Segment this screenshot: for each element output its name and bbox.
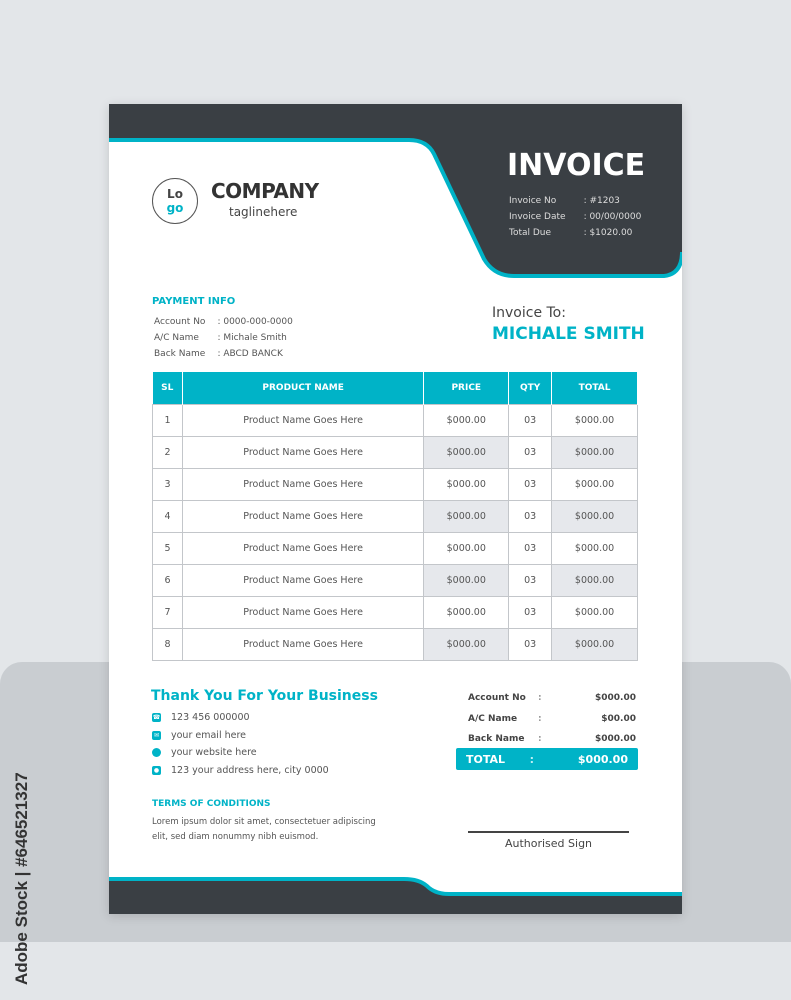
header-product: PRODUCT NAME — [182, 372, 423, 404]
row-price: $000.00 — [424, 564, 509, 596]
total-value: $000.00 — [577, 752, 628, 766]
table-row — [153, 532, 638, 564]
summary-value: $000.00 — [595, 734, 636, 745]
row-total: $000.00 — [552, 468, 638, 500]
table-row — [153, 436, 638, 468]
table-row — [153, 404, 638, 436]
phone-icon: ☎ — [152, 714, 161, 722]
summary — [466, 687, 638, 751]
contact-email — [152, 727, 329, 745]
row-price: $000.00 — [424, 500, 509, 532]
invoice-title: INVOICE — [507, 148, 646, 183]
row-sl: 3 — [153, 468, 183, 500]
row-product: Product Name Goes Here — [182, 532, 423, 564]
row-qty: 03 — [509, 564, 552, 596]
row-total: $000.00 — [552, 436, 638, 468]
row-total: $000.00 — [552, 500, 638, 532]
row-price: $000.00 — [424, 468, 509, 500]
meta-value: : $1020.00 — [583, 228, 633, 238]
payment-info — [152, 313, 305, 363]
row-total: $000.00 — [552, 532, 638, 564]
row-total: $000.00 — [552, 628, 638, 660]
header-total: TOTAL — [552, 372, 638, 404]
email-icon: ✉ — [153, 731, 160, 739]
summary-label: Account No — [468, 693, 526, 704]
meta-label: Total Due — [509, 228, 552, 238]
location-icon: ● — [153, 766, 160, 774]
row-price: $000.00 — [424, 532, 509, 564]
contact-list — [152, 709, 329, 779]
row-total: $000.00 — [552, 596, 638, 628]
row-price: $000.00 — [424, 404, 509, 436]
logo-line-1: Lo — [167, 187, 183, 201]
table-row — [153, 596, 638, 628]
header-price: PRICE — [424, 372, 509, 404]
row-total: $000.00 — [552, 404, 638, 436]
row-price: $000.00 — [424, 596, 509, 628]
items-table — [152, 372, 638, 661]
payment-label: A/C Name — [154, 333, 199, 343]
row-sl: 1 — [153, 404, 183, 436]
globe-icon — [152, 748, 161, 757]
row-product: Product Name Goes Here — [182, 436, 423, 468]
summary-label: Back Name — [468, 734, 525, 745]
row-qty: 03 — [509, 532, 552, 564]
signature-line — [468, 831, 629, 833]
row-total: $000.00 — [552, 564, 638, 596]
row-qty: 03 — [509, 468, 552, 500]
row-qty: 03 — [509, 500, 552, 532]
invoice-page — [109, 104, 682, 914]
contact-phone — [152, 709, 329, 727]
meta-label: Invoice No — [509, 196, 557, 206]
total-label: TOTAL — [466, 752, 506, 766]
logo-line-2: go — [166, 201, 184, 215]
summary-sep: : — [538, 713, 542, 724]
row-qty: 03 — [509, 436, 552, 468]
row-product: Product Name Goes Here — [182, 404, 423, 436]
meta-label: Invoice Date — [509, 212, 566, 222]
total-bar — [456, 748, 638, 770]
summary-value: $000.00 — [595, 693, 636, 704]
row-product: Product Name Goes Here — [182, 500, 423, 532]
company-name: COMPANY — [211, 179, 319, 203]
header-qty: QTY — [509, 372, 552, 404]
contact-text: 123 456 000000 — [171, 712, 250, 724]
row-product: Product Name Goes Here — [182, 468, 423, 500]
contact-text: your website here — [171, 747, 257, 759]
row-product: Product Name Goes Here — [182, 564, 423, 596]
row-sl: 7 — [153, 596, 183, 628]
table-row — [153, 564, 638, 596]
table-row — [153, 468, 638, 500]
meta-value: : 00/00/0000 — [583, 212, 642, 222]
contact-text: your email here — [171, 729, 247, 741]
row-sl: 6 — [153, 564, 183, 596]
terms-heading: TERMS OF CONDITIONS — [152, 799, 271, 809]
table-row — [153, 500, 638, 532]
row-qty: 03 — [509, 596, 552, 628]
contact-website — [152, 744, 329, 762]
payment-value: : Michale Smith — [217, 333, 287, 343]
total-sep: : — [529, 752, 535, 766]
meta-value: : #1203 — [583, 196, 620, 206]
payment-value: : ABCD BANCK — [217, 349, 283, 359]
row-sl: 8 — [153, 628, 183, 660]
invoice-to-label: Invoice To: — [492, 305, 566, 321]
stock-label: Adobe Stock | #646521327 — [12, 772, 31, 985]
summary-value: $00.00 — [601, 713, 636, 724]
payment-value: : 0000-000-0000 — [217, 317, 293, 327]
row-qty: 03 — [509, 628, 552, 660]
table-row — [153, 628, 638, 660]
payment-label: Account No — [154, 317, 206, 327]
contact-text: 123 your address here, city 0000 — [171, 764, 329, 776]
row-sl: 2 — [153, 436, 183, 468]
thank-you-heading: Thank You For Your Business — [151, 688, 378, 704]
background-bottom — [0, 942, 791, 1000]
payment-info-heading: PAYMENT INFO — [152, 296, 236, 307]
signature-label: Authorised Sign — [504, 837, 593, 850]
table-header — [153, 372, 638, 404]
summary-sep: : — [538, 693, 542, 704]
header-sl: SL — [153, 372, 183, 404]
summary-label: A/C Name — [468, 713, 518, 724]
logo — [152, 178, 198, 224]
payment-label: Back Name — [154, 349, 206, 359]
row-price: $000.00 — [424, 436, 509, 468]
contact-address — [152, 762, 329, 780]
row-sl: 5 — [153, 532, 183, 564]
row-sl: 4 — [153, 500, 183, 532]
terms-text: Lorem ipsum dolor sit amet, consectetuer adipiscing elit, sed diam nonummy nibh euismod. — [152, 817, 376, 842]
invoice-to-name: MICHALE SMITH — [492, 324, 645, 344]
row-qty: 03 — [509, 404, 552, 436]
row-product: Product Name Goes Here — [182, 628, 423, 660]
row-product: Product Name Goes Here — [182, 596, 423, 628]
row-price: $000.00 — [424, 628, 509, 660]
company-tagline: taglinehere — [229, 205, 298, 219]
invoice-meta — [507, 192, 659, 242]
summary-sep: : — [538, 734, 542, 745]
